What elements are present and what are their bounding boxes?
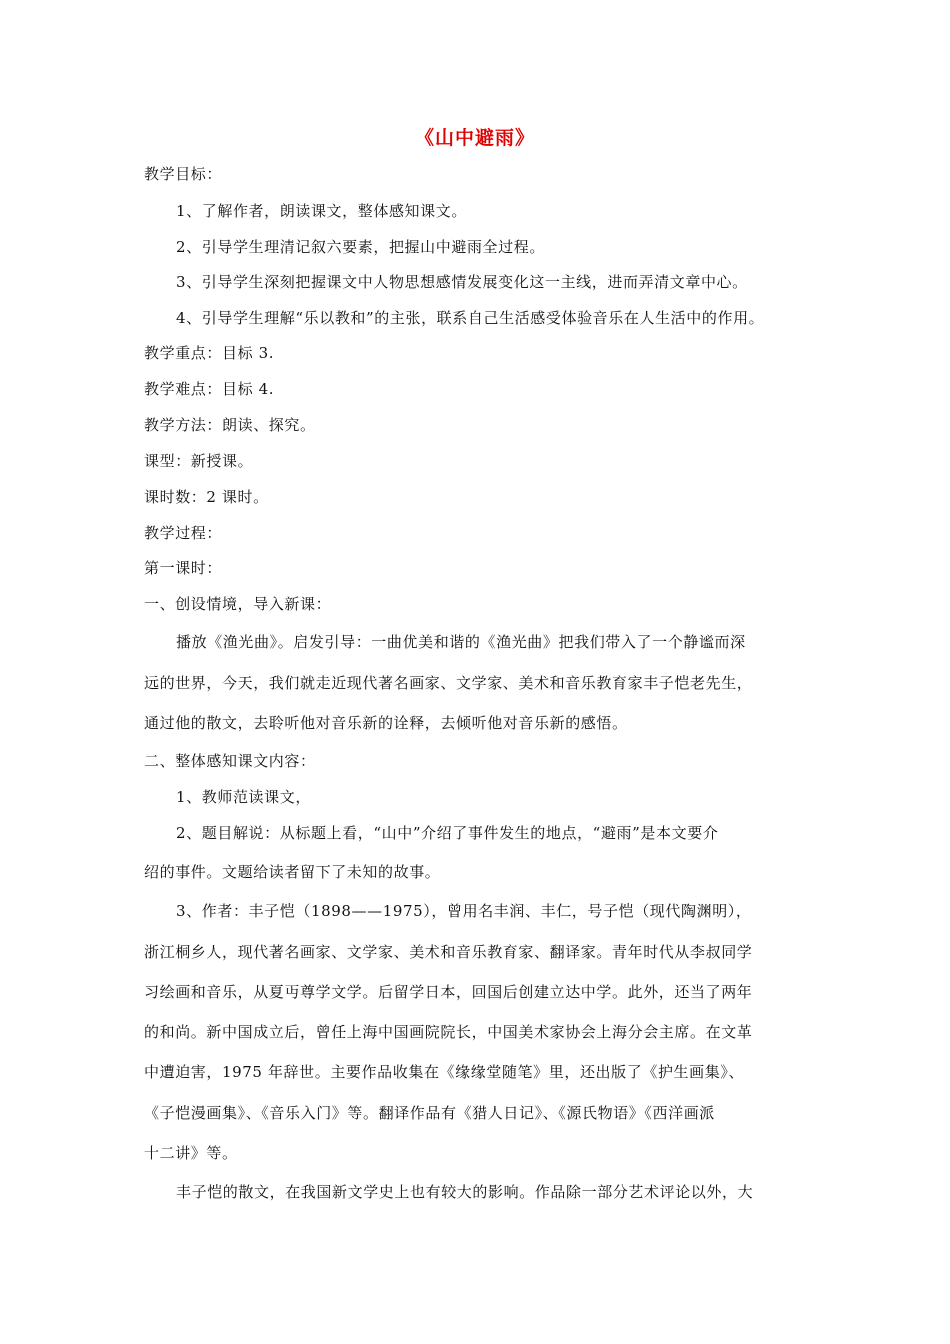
text-line: 绍的事件。文题给读者留下了未知的故事。: [144, 863, 441, 881]
text-line: 课时数：2 课时。: [144, 488, 269, 506]
text-line: 一、创设情境，导入新课：: [144, 595, 332, 613]
text-line: 2、引导学生理清记叙六要素，把握山中避雨全过程。: [176, 238, 545, 256]
text-line: 教学方法：朗读、探究。: [144, 416, 316, 434]
text-line: 1、了解作者，朗读课文，整体感知课文。: [176, 202, 467, 220]
text-line: 习绘画和音乐，从夏丏尊学文学。后留学日本，回国后创建立达中学。此外，还当了两年: [144, 983, 753, 1001]
text-line: 3、引导学生深刻把握课文中人物思想感情发展变化这一主线，进而弄清文章中心。: [176, 273, 748, 291]
text-line: 中遭迫害，1975 年辞世。主要作品收集在《缘缘堂随笔》里，还出版了《护生画集》、: [144, 1063, 745, 1081]
text-line: 第一课时：: [144, 559, 223, 577]
text-line: 远的世界，今天，我们就走近现代著名画家、文学家、美术和音乐教育家丰子恺老先生，: [144, 674, 753, 692]
text-line: 二、整体感知课文内容：: [144, 752, 316, 770]
text-line: 的和尚。新中国成立后，曾任上海中国画院院长，中国美术家协会上海分会主席。在文革: [144, 1023, 753, 1041]
text-line: 课型：新授课。: [144, 452, 254, 470]
text-line: 播放《渔光曲》。启发引导：一曲优美和谐的《渔光曲》把我们带入了一个静谧而深: [176, 633, 746, 651]
text-line: 2、题目解说：从标题上看，“山中”介绍了事件发生的地点，“避雨”是本文要介: [176, 824, 719, 842]
text-line: 1、教师范读课文，: [176, 788, 311, 806]
text-line: 丰子恺的散文，在我国新文学史上也有较大的影响。作品除一部分艺术评论以外，大: [176, 1183, 754, 1201]
text-line: 教学难点：目标 4.: [144, 380, 275, 398]
document-title: 《山中避雨》: [414, 127, 535, 149]
text-line: 浙江桐乡人，现代著名画家、文学家、美术和音乐教育家、翻译家。青年时代从李叔同学: [144, 943, 753, 961]
text-line: 4、引导学生理解“乐以教和”的主张，联系自己生活感受体验音乐在人生活中的作用。: [176, 309, 765, 327]
text-line: 通过他的散文，去聆听他对音乐新的诠释，去倾听他对音乐新的感悟。: [144, 714, 628, 732]
text-line: 十二讲》等。: [144, 1144, 238, 1162]
text-line: 教学过程：: [144, 524, 223, 542]
text-line: 《子恺漫画集》、《音乐入门》等。翻译作品有《猎人日记》、《源氏物语》《西洋画派: [144, 1104, 715, 1122]
text-line: 教学目标：: [144, 165, 223, 183]
text-line: 教学重点：目标 3.: [144, 344, 275, 362]
text-line: 3、作者：丰子恺（1898——1975），曾用名丰润、丰仁，号子恺（现代陶渊明），: [176, 902, 752, 920]
